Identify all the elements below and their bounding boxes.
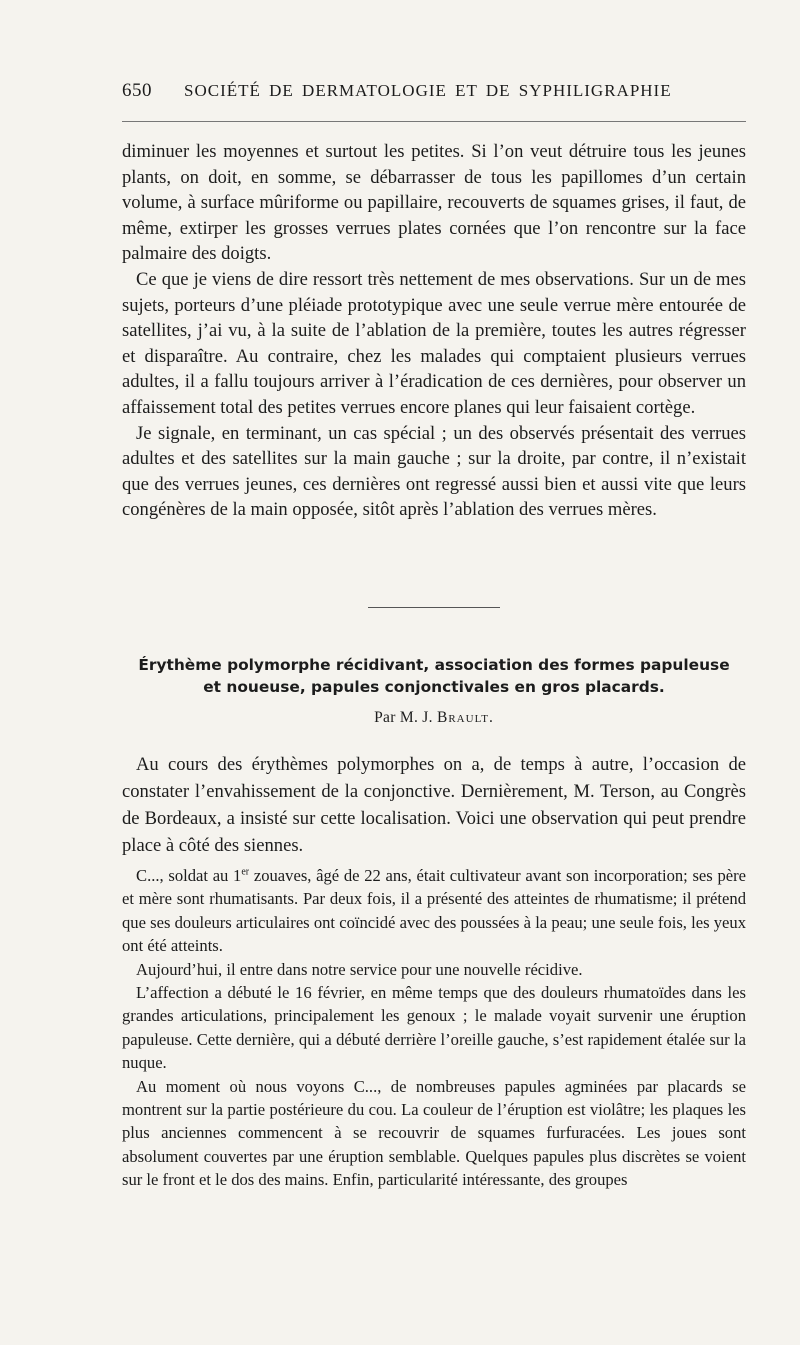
paragraph-conclusion: Je signale, en terminant, un cas spécial ; un des observés présentait des verrues adultes et des satellites sur la main gauche ; sur la droite, par contre, il n’existait que des verrues jeunes, ces dernières ont regressé aussi bien et aussi vite que leurs congénères de la main opposée, sitôt après l’ablation des verrues mères.: [122, 422, 746, 521]
clinical-observation: [122, 864, 746, 1192]
ordinal-superscript: er: [241, 866, 250, 878]
article-title-line-1: Érythème polymorphe récidivant, association des formes papuleuse: [138, 656, 730, 674]
observation-paragraph-3: L’affection a débuté le 16 février, en même temps que des douleurs rhumatoïdes dans les grandes articulations, principalement les genoux ; le malade voyait survenir une éruption papuleuse. Cette dernière, qui a débuté derrière l’oreille gauche, s’est rapidement étalée sur la nuque.: [122, 983, 746, 1073]
header-rule: [122, 121, 746, 122]
article-intro: [122, 751, 746, 859]
paragraph-observations: Ce que je viens de dire ressort très nettement de mes observations. Sur un de mes sujets, porteurs d’une pléiade prototypique avec une seule verrue mère entourée de satellites, j’ai vu, à la suite de l’ablation de la première, toutes les autres régresser et disparaître. Au contraire, chez les malades qui comptaient plusieurs verrues adultes, il a fallu toujours arriver à l’éradication de ces dernières, pour observer un affaissement total des petites verrues encore planes qui leur faisaient cortège.: [122, 268, 746, 418]
article-author: [122, 709, 746, 727]
page-number: 650: [122, 80, 152, 101]
author-name: Brault.: [437, 709, 494, 726]
observation-paragraph-2: Aujourd’hui, il entre dans notre service pour une nouvelle récidive.: [136, 959, 583, 979]
observation-p1-end: zouaves, âgé de 22 ans, était cultivateur avant son incorporation; ses père et mère sont rhumatisants. Par deux fois, il a présenté des atteintes de rhumatisme; il prétend que ses douleurs articulaires ont coïncidé avec des poussées à la peau; une seule fois, les yeux ont été atteints.: [122, 866, 747, 956]
intro-paragraph: Au cours des érythèmes polymorphes on a, de temps à autre, l’occasion de constater l’envahissement de la conjonctive. Dernièrement, M. Terson, au Congrès de Bordeaux, a insisté sur cette localisation. Voici une observation qui peut prendre place à côté des siennes.: [122, 754, 746, 856]
running-title: SOCIÉTÉ DE DERMATOLOGIE ET DE SYPHILIGRAPHIE: [184, 81, 672, 100]
article-title-line-2: et noueuse, papules conjonctivales en gros placards.: [203, 678, 665, 696]
section-separator: [368, 607, 500, 608]
observation-paragraph-4: Au moment où nous voyons C..., de nombreuses papules agminées par placards se montrent sur la partie postérieure du cou. La couleur de l’éruption est violâtre; les plaques les plus anciennes commencent à se recouvrir de squames furfuracées. Les joues sont absolument couvertes par une éruption semblable. Quelques papules plus discrètes se voient sur le front et le dos des mains. Enfin, particularité intéressante, des groupes: [122, 1076, 746, 1190]
observation-p1-start: C..., soldat au 1: [136, 866, 242, 885]
paragraph-continuation: diminuer les moyennes et surtout les petites. Si l’on veut détruire tous les jeunes plants, on doit, en somme, se débarrasser de tous les papillomes d’un certain volume, à surface mûriforme ou papillaire, recouverts de squames grises, il faut, de même, extirper les grosses verrues plates cornées que l’on rencontre sur la face palmaire des doigts.: [122, 141, 746, 265]
article-title: [122, 654, 746, 698]
previous-article-text: [122, 139, 746, 523]
observation-paragraph-1: [122, 864, 746, 958]
author-prefix: Par M. J.: [374, 709, 433, 726]
running-header: [122, 80, 746, 110]
